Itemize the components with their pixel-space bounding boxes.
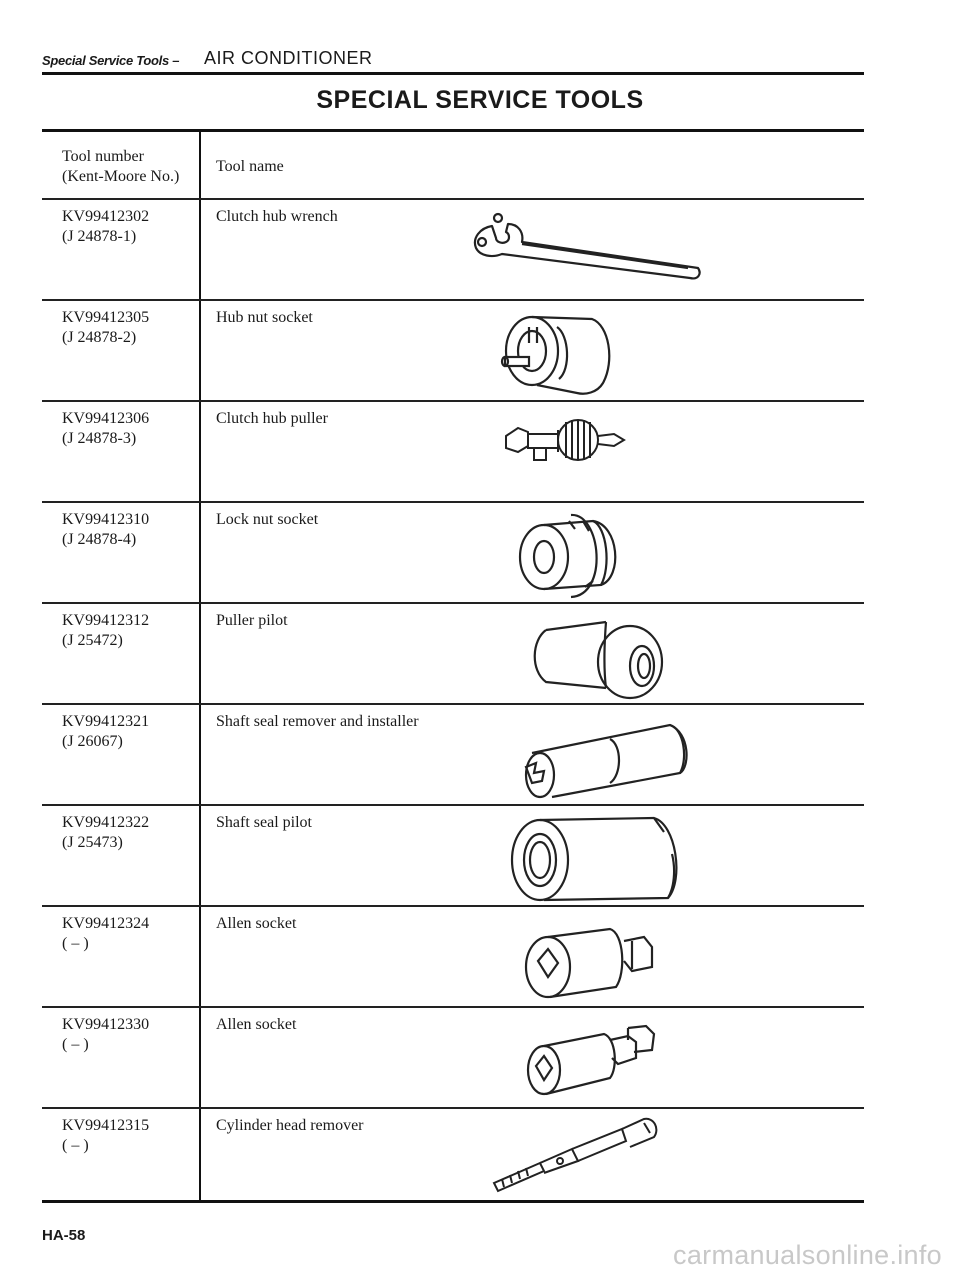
watermark: carmanualsonline.info [673,1240,942,1270]
table-row [42,200,864,301]
tool-number: KV99412322 (J 25473) [62,814,150,851]
puller-pilot-icon [520,608,670,704]
tool-number: KV99412312 (J 25472) [62,612,150,649]
tool-name: Clutch hub wrench [216,208,338,225]
tool-name: Hub nut socket [216,309,313,326]
tool-number: KV99412330 ( – ) [62,1016,150,1053]
allen-socket-long-icon [522,1012,672,1104]
tool-name: Lock nut socket [216,511,319,528]
cylinder-head-remover-icon [484,1113,674,1201]
table-row [42,503,864,604]
tool-name: Puller pilot [216,612,288,629]
tool-name: Clutch hub puller [216,410,328,427]
page-title: SPECIAL SERVICE TOOLS [316,86,644,114]
chapter-label: AIR CONDITIONER [204,48,373,68]
tool-number: KV99412305 (J 24878-2) [62,309,150,346]
tool-number: KV99412321 (J 26067) [62,713,150,750]
tool-name: Allen socket [216,1016,297,1033]
table-row [42,301,864,402]
tool-name: Cylinder head remover [216,1117,364,1134]
tool-name: Shaft seal remover and installer [216,713,419,730]
clutch-hub-puller-icon [482,406,642,476]
table-row [42,1109,864,1208]
tool-number: KV99412324 ( – ) [62,915,150,952]
allen-socket-icon [520,911,670,1007]
hub-nut-socket-icon [477,305,627,397]
page-number: HA-58 [42,1227,86,1244]
tool-name: Shaft seal pilot [216,814,312,831]
page-header [42,48,864,75]
header-tool-name: Tool name [216,158,284,175]
table-row [42,402,864,503]
tools-table [42,129,864,1203]
tool-number: KV99412306 (J 24878-3) [62,410,150,447]
tool-number: KV99412310 (J 24878-4) [62,511,150,548]
table-header-row [42,132,864,200]
table-row [42,907,864,1008]
table-row [42,806,864,907]
header-tool-number: Tool number (Kent-Moore No.) [62,148,180,185]
shaft-seal-pilot-icon [504,810,704,906]
table-row [42,604,864,705]
tool-number: KV99412302 (J 24878-1) [62,208,150,245]
section-label: Special Service Tools – [42,53,180,68]
clutch-hub-wrench-icon [462,204,712,294]
table-row [42,705,864,806]
shaft-seal-remover-icon [492,709,702,801]
table-row [42,1008,864,1109]
tool-number: KV99412315 ( – ) [62,1117,150,1154]
lock-nut-socket-icon [497,507,647,603]
tool-name: Allen socket [216,915,297,932]
